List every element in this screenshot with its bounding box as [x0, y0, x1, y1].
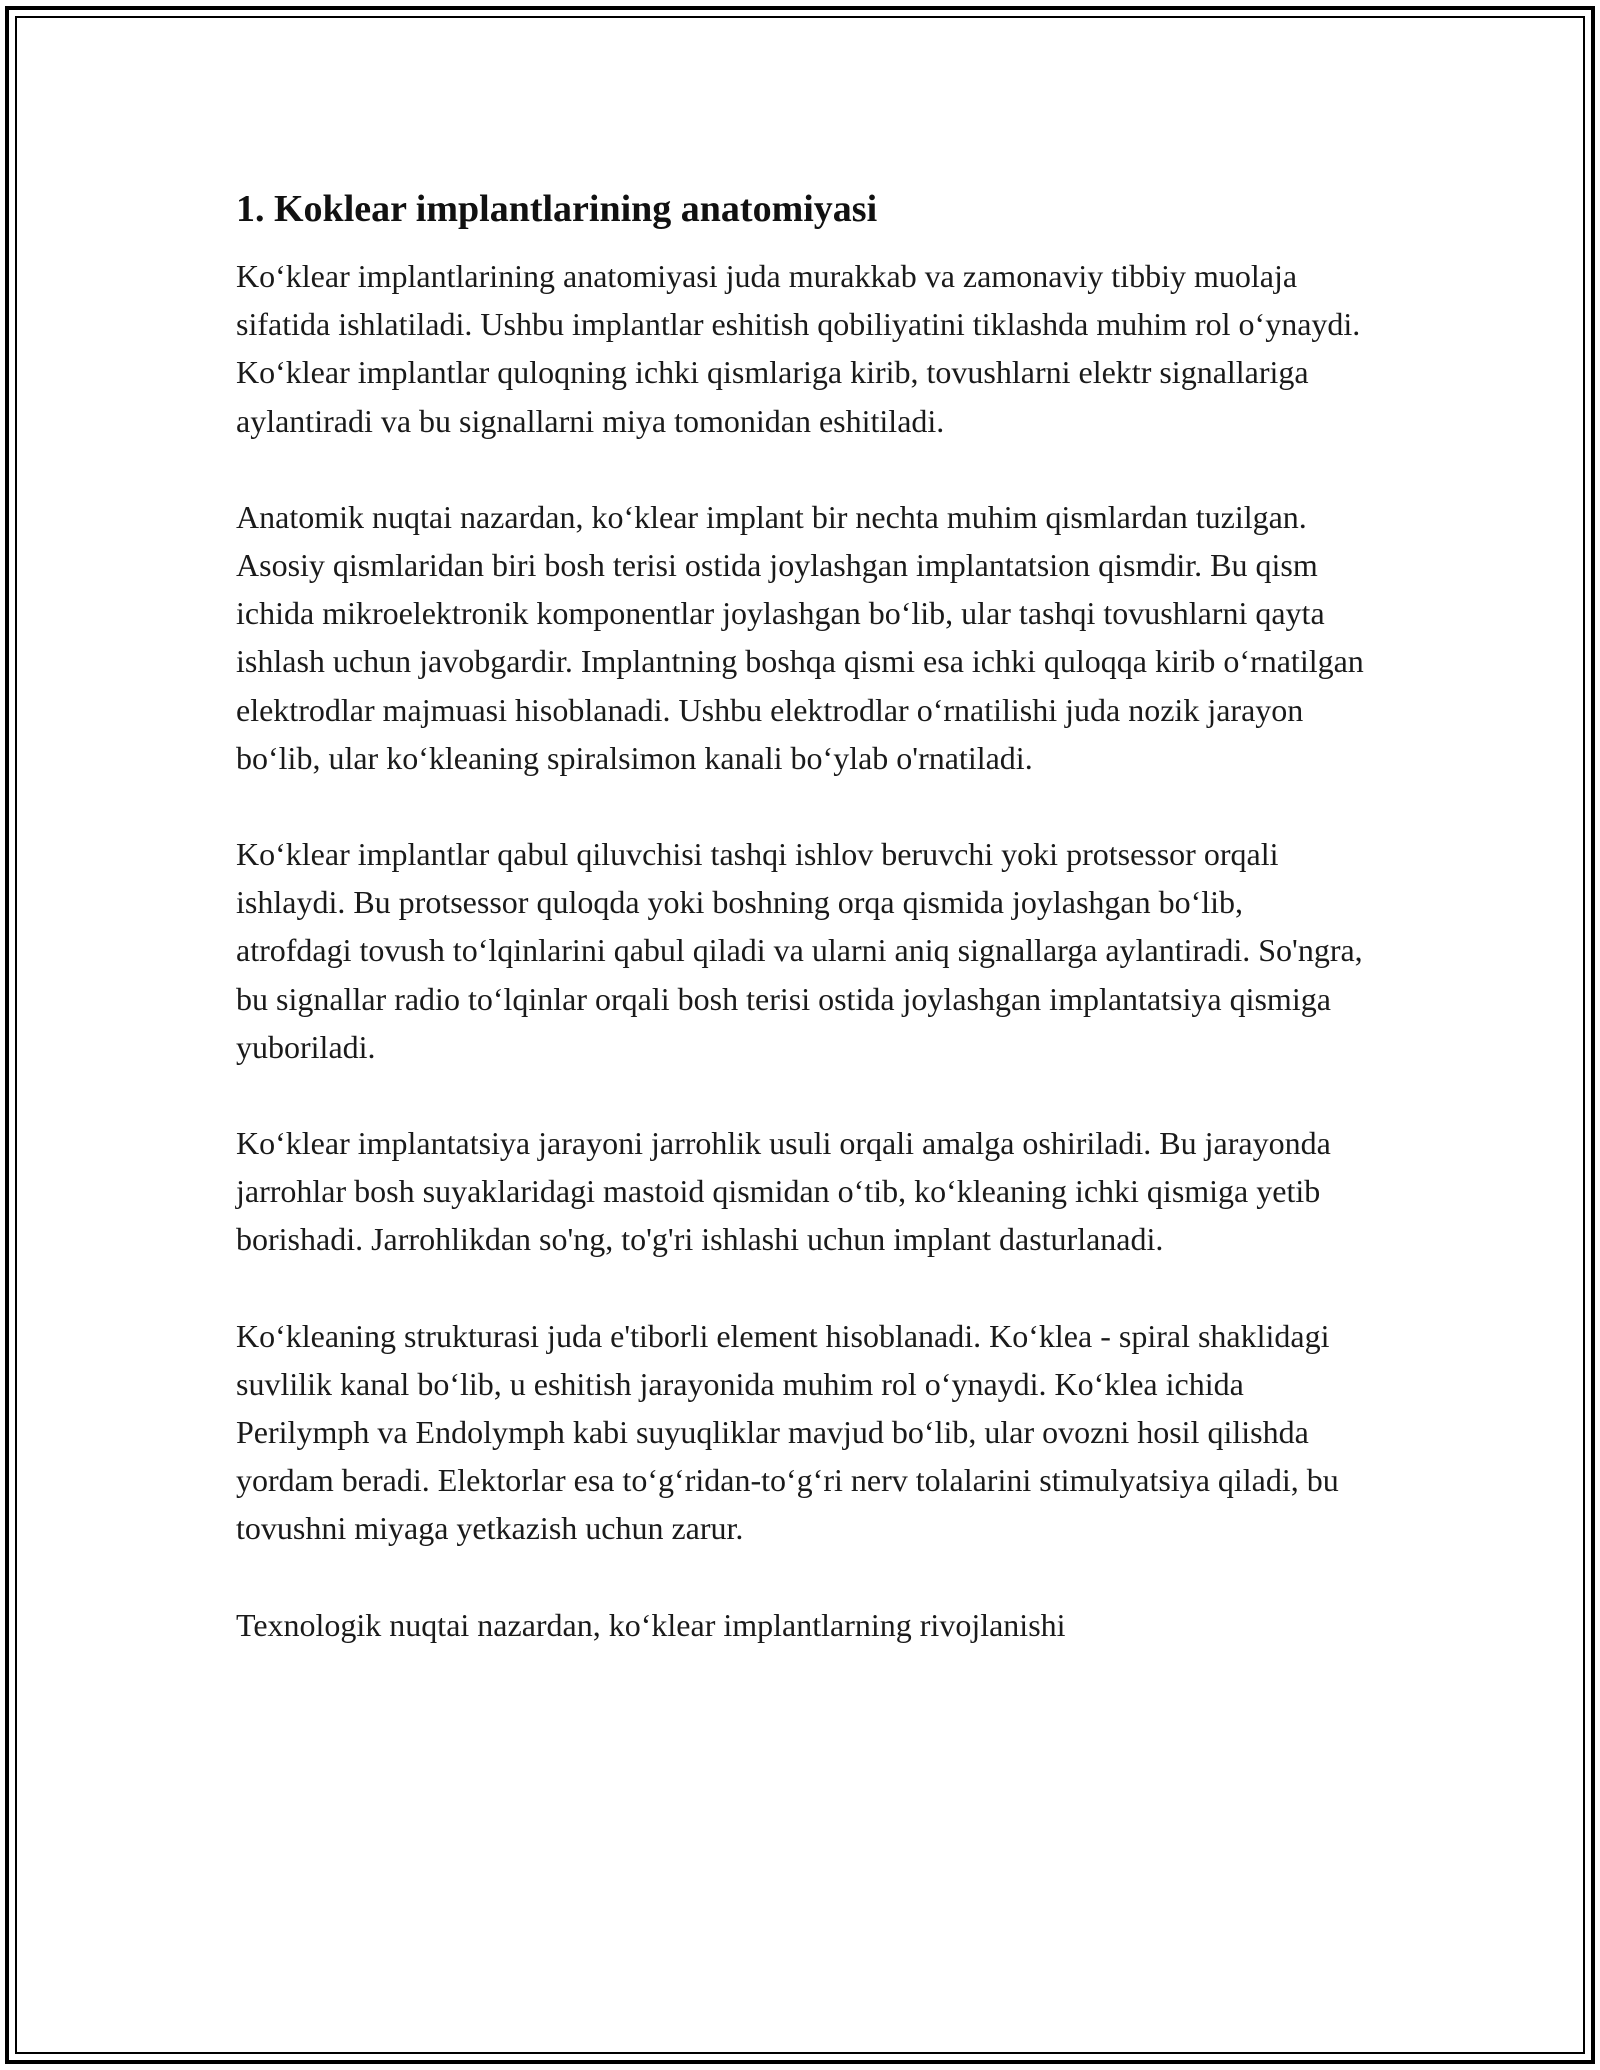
section-heading: 1. Koklear implantlarining anatomiyasi	[236, 188, 878, 230]
document-body	[236, 186, 1366, 1697]
paragraph-intro: Ko‘klear implantlarining anatomiyasi juda murakkab va zamonaviy tibbiy muolaja sifatida ishlatiladi. Ushbu implantlar eshitish qobiliyatini tiklashda muhim rol o‘ynaydi. Ko‘klear implantlar quloqning ichki qismlariga kirib, tovushlarni elektr signallariga aylantiradi va bu signallarni miya tomonidan eshitiladi.	[236, 258, 1361, 439]
paragraph-surgery: Ko‘klear implantatsiya jarayoni jarrohlik usuli orqali amalga oshiriladi. Bu jarayonda jarrohlar bosh suyaklaridagi mastoid qismidan o‘tib, ko‘kleaning ichki qismiga yetib borishadi. Jarrohlikdan so'ng, to'g'ri ishlashi uchun implant dasturlanadi.	[236, 1125, 1331, 1258]
paragraph-technology: Texnologik nuqtai nazardan, ko‘klear implantlarning rivojlanishi	[236, 1606, 1066, 1643]
paragraph-cochlea-structure: Ko‘kleaning strukturasi juda e'tiborli element hisoblanadi. Ko‘klea - spiral shaklidagi suvlilik kanal bo‘lib, u eshitish jarayonida muhim rol o‘ynaydi. Ko‘klea ichida Perilymph va Endolymph kabi suyuqliklar mavjud bo‘lib, ular ovozni hosil qilishda yordam beradi. Elektorlar esa to‘g‘ridan-to‘g‘ri nerv tolalarini stimulyatsiya qiladi, bu tovushni miyaga yetkazish uchun zarur.	[236, 1317, 1339, 1547]
paragraph-anatomy: Anatomik nuqtai nazardan, ko‘klear implant bir nechta muhim qismlardan tuzilgan. Asosiy qismlaridan biri bosh terisi ostida joylashgan implantatsion qismdir. Bu qism ichida mikroelektronik komponentlar joylashgan bo‘lib, ular tashqi tovushlarni qayta ishlash uchun javobgardir. Implantning boshqa qismi esa ichki quloqqa kirib o‘rnatilgan elektrodlar majmuasi hisoblanadi. Ushbu elektrodlar o‘rnatilishi juda nozik jarayon bo‘lib, ular ko‘kleaning spiralsimon kanali bo‘ylab o'rnatiladi.	[236, 498, 1364, 776]
paragraph-processor: Ko‘klear implantlar qabul qiluvchisi tashqi ishlov beruvchi yoki protsessor orqali ishlaydi. Bu protsessor quloqda yoki boshning orqa qismida joylashgan bo‘lib, atrofdagi tovush to‘lqinlarini qabul qiladi va ularni aniq signallarga aylantiradi. So'ngra, bu signallar radio to‘lqinlar orqali bosh terisi ostida joylashgan implantatsiya qismiga yuboriladi.	[236, 836, 1363, 1065]
